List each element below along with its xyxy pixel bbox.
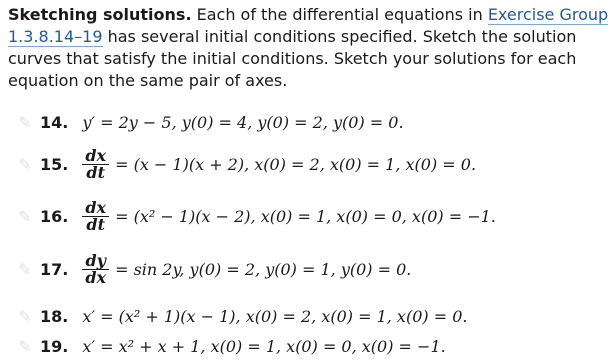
exercise-17[interactable] (16, 251, 606, 287)
pencil-icon[interactable]: ✎ (18, 306, 32, 326)
exercise-group-link[interactable]: Exercise Group 1.3.8.14–19 (8, 5, 609, 46)
equation (82, 113, 403, 132)
pencil-icon[interactable]: ✎ (18, 206, 32, 226)
equation-text: x′ = x² + x + 1, x(0) = 1, x(0) = 0, x(0) = −1. (82, 336, 446, 356)
pencil-icon[interactable]: ✎ (18, 259, 32, 279)
exercise-19[interactable] (16, 328, 606, 364)
instructions-paragraph (8, 4, 612, 92)
section-title: Sketching solutions. (8, 5, 192, 24)
equation (82, 307, 467, 326)
equation (82, 250, 412, 287)
fraction-numerator: dx (82, 200, 109, 217)
fraction-denominator: dx (85, 267, 107, 287)
fraction-denominator: dt (86, 214, 105, 234)
derivative-fraction (82, 250, 109, 287)
intro-text-after: has several initial conditions specified. Sketch the solution curves that satisfy the initial conditions. Sketch your solutions for each equation on the same pair of axes. (8, 27, 577, 90)
intro-text-before: Each of the differential equations in (191, 5, 488, 24)
exercise-14[interactable] (16, 104, 606, 140)
equation-text: = (x² − 1)(x − 2), x(0) = 1, x(0) = 0, x(0) = −1. (115, 206, 496, 226)
exercise-number: 18. (40, 306, 69, 326)
exercise-number: 16. (40, 206, 69, 226)
fraction-numerator: dx (82, 148, 109, 165)
equation (82, 197, 496, 234)
equation-text: = (x − 1)(x + 2), x(0) = 2, x(0) = 1, x(0) = 0. (115, 154, 477, 174)
exercise-16[interactable] (16, 198, 606, 234)
equation-text: x′ = (x² + 1)(x − 1), x(0) = 2, x(0) = 1, x(0) = 0. (82, 306, 468, 326)
equation-text: y′ = 2y − 5, y(0) = 4, y(0) = 2, y(0) = 0. (82, 112, 404, 132)
exercise-number: 14. (40, 112, 69, 132)
exercise-number: 17. (40, 259, 69, 279)
derivative-fraction (82, 197, 109, 234)
fraction-numerator: dy (82, 253, 108, 270)
pencil-icon[interactable]: ✎ (18, 336, 32, 356)
fraction-denominator: dt (86, 162, 105, 182)
pencil-icon[interactable]: ✎ (18, 112, 32, 132)
exercise-number: 19. (40, 336, 69, 356)
pencil-icon[interactable]: ✎ (18, 154, 32, 174)
exercise-number: 15. (40, 154, 69, 174)
equation (82, 337, 445, 356)
equation-text: = sin 2y, y(0) = 2, y(0) = 1, y(0) = 0. (115, 259, 412, 279)
derivative-fraction (82, 145, 109, 182)
exercise-15[interactable] (16, 146, 606, 182)
equation (82, 145, 477, 182)
